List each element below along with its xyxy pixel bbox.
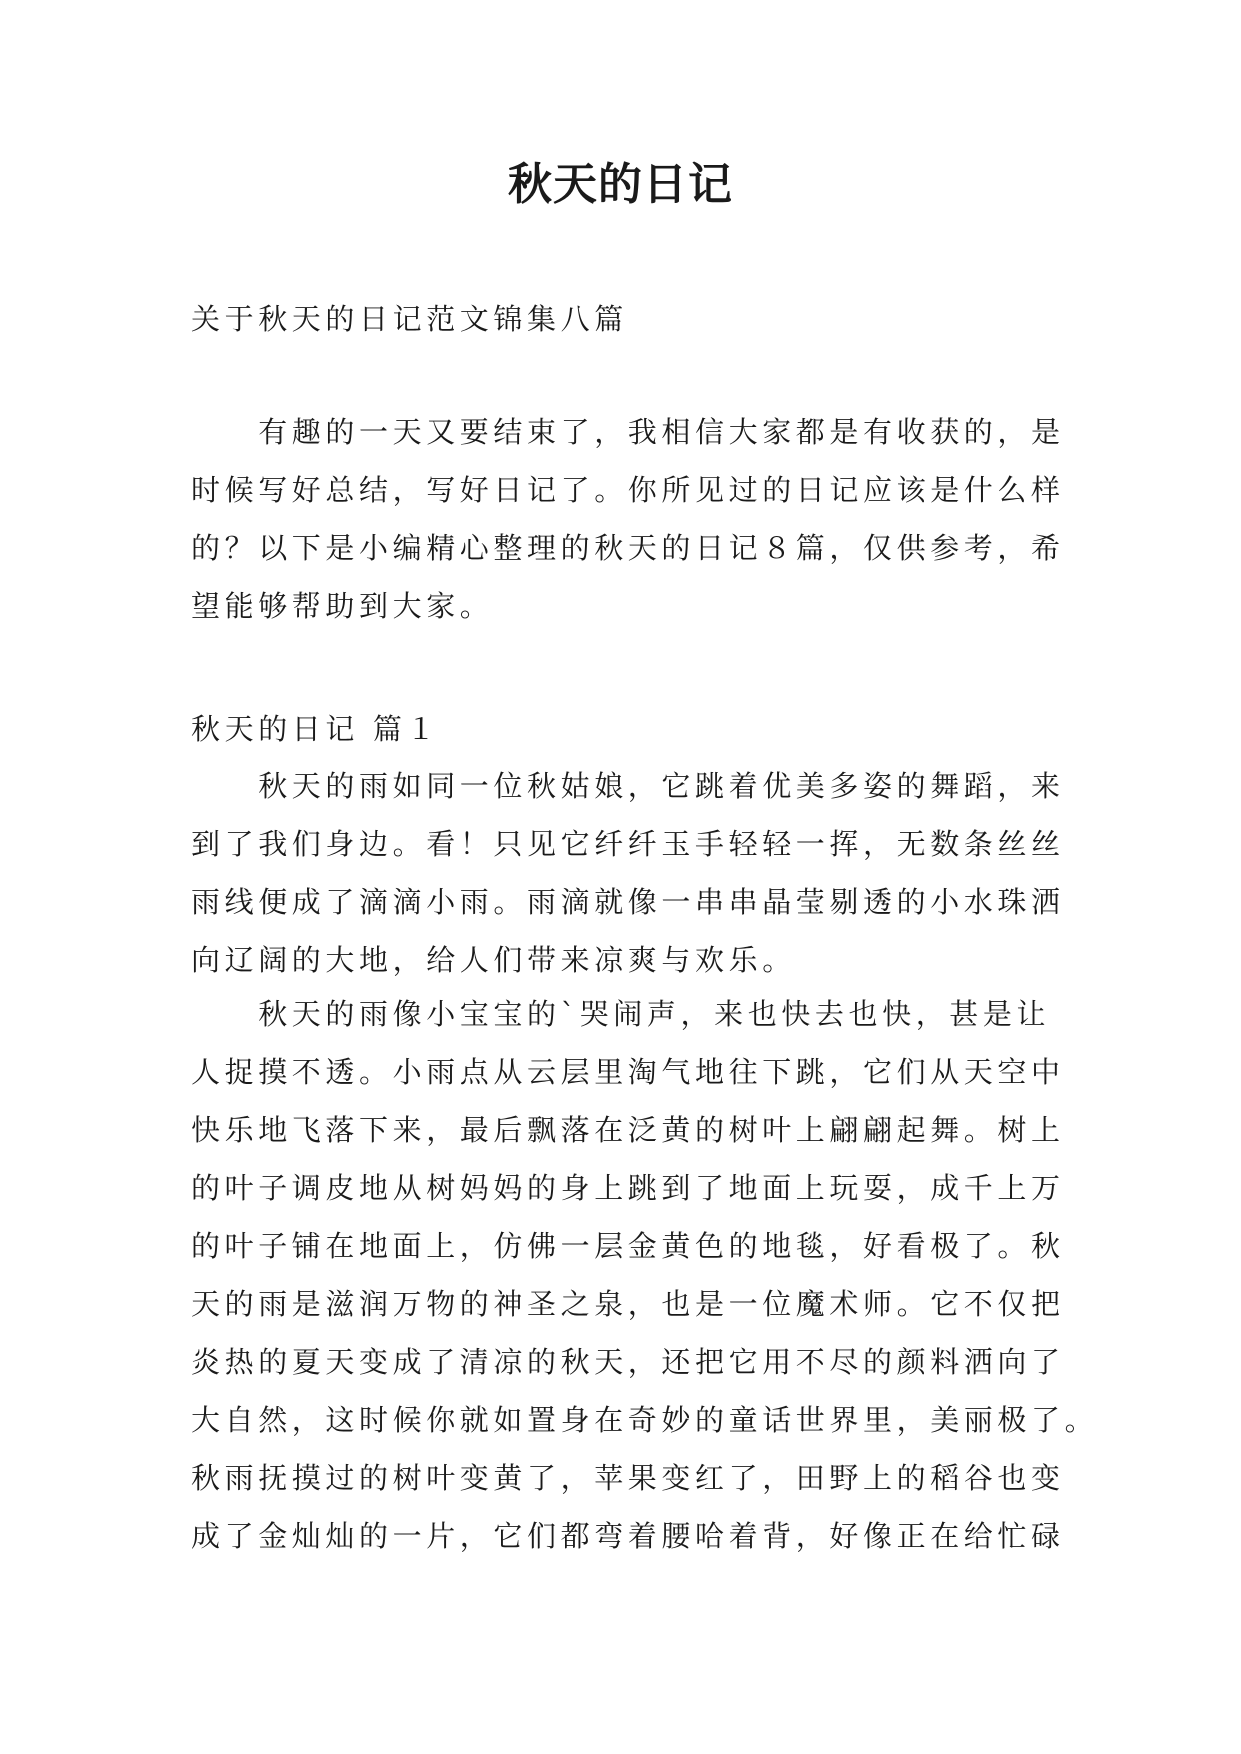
paragraph-1	[191, 757, 1065, 989]
paragraph-line: 成了金灿灿的一片，它们都弯着腰哈着背，好像正在给忙碌	[191, 1519, 1065, 1553]
document-subtitle: 关于秋天的日记范文锦集八篇	[191, 302, 628, 336]
paragraph-line: 雨线便成了滴滴小雨。雨滴就像一串串晶莹剔透的小水珠洒	[191, 885, 1065, 919]
paragraph-line: 向辽阔的大地，给人们带来凉爽与欢乐。	[191, 943, 796, 977]
paragraph-line: 的叶子铺在地面上，仿佛一层金黄色的地毯，好看极了。秋	[191, 1229, 1065, 1263]
intro-line: 有趣的一天又要结束了，我相信大家都是有收获的，是	[191, 415, 1065, 449]
paragraph-line: 秋天的雨如同一位秋姑娘，它跳着优美多姿的舞蹈，来	[191, 769, 1065, 803]
intro-line: 时候写好总结，写好日记了。你所见过的日记应该是什么样	[191, 473, 1065, 507]
section-heading: 秋天的日记 篇１	[191, 712, 441, 746]
paragraph-2	[191, 985, 1099, 1565]
document-title: 秋天的日记	[508, 159, 733, 210]
paragraph-line: 大自然，这时候你就如置身在奇妙的童话世界里，美丽极了。	[191, 1403, 1099, 1437]
paragraph-line: 天的雨是滋润万物的神圣之泉，也是一位魔术师。它不仅把	[191, 1287, 1065, 1321]
intro-paragraph	[191, 403, 1065, 635]
intro-line: 望能够帮助到大家。	[191, 589, 494, 623]
paragraph-line: 的叶子调皮地从树妈妈的身上跳到了地面上玩耍，成千上万	[191, 1171, 1065, 1205]
paragraph-line: 人捉摸不透。小雨点从云层里淘气地往下跳，它们从天空中	[191, 1055, 1065, 1089]
paragraph-line: 到了我们身边。看！只见它纤纤玉手轻轻一挥，无数条丝丝	[191, 827, 1065, 861]
paragraph-line: 快乐地飞落下来，最后飘落在泛黄的树叶上翩翩起舞。树上	[191, 1113, 1065, 1147]
intro-line: 的？以下是小编精心整理的秋天的日记８篇，仅供参考，希	[191, 531, 1065, 565]
paragraph-line: 秋雨抚摸过的树叶变黄了，苹果变红了，田野上的稻谷也变	[191, 1461, 1065, 1495]
paragraph-line: 炎热的夏天变成了清凉的秋天，还把它用不尽的颜料洒向了	[191, 1345, 1065, 1379]
paragraph-line: 秋天的雨像小宝宝的`哭闹声，来也快去也快，甚是让	[191, 997, 1051, 1031]
